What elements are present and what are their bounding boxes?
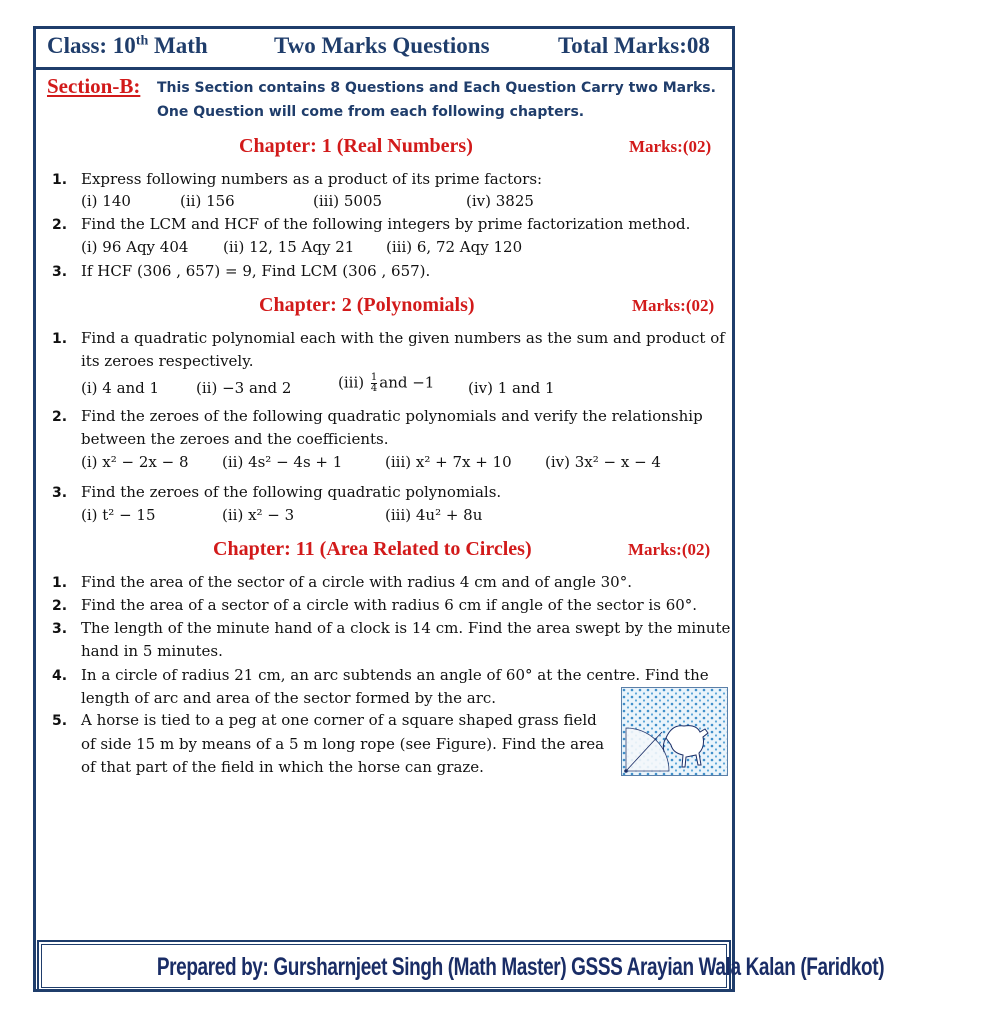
- ch2-q1-number: 1.: [52, 331, 68, 347]
- ch2-q1-option-1: (i) 4 and 1: [81, 379, 160, 397]
- class-label: [47, 33, 208, 59]
- ch11-q5-number: 5.: [52, 713, 68, 729]
- ch2-q2-option-2: (ii) 4s² − 4s + 1: [222, 453, 343, 471]
- section-description-2: One Question will come from each following chapters.: [157, 104, 585, 120]
- section-label: Section-B:: [47, 74, 141, 98]
- ch1-q2-option-1: (i) 96 Aqy 404: [81, 238, 189, 256]
- ch1-q2-option-3: (iii) 6, 72 Aqy 120: [386, 238, 523, 256]
- chapter-1-marks: Marks:(02): [629, 137, 712, 156]
- ch1-q1-option-2: (ii) 156: [180, 192, 235, 210]
- fraction-denominator: 4: [370, 383, 378, 394]
- ch1-q3-number: 3.: [52, 264, 68, 280]
- header-divider: [33, 67, 735, 70]
- ch1-q1-option-1: (i) 140: [81, 192, 131, 210]
- chapter-11-title: Chapter: 11 (Area Related to Circles): [213, 538, 532, 560]
- ch1-q3-text: If HCF (306 , 657) = 9, Find LCM (306 , 657).: [81, 262, 431, 280]
- ch2-q3-option-2: (ii) x² − 3: [222, 506, 295, 524]
- ch1-q1-option-3: (iii) 5005: [313, 192, 383, 210]
- chapter-11-marks: Marks:(02): [628, 540, 711, 559]
- total-marks: Total Marks:08: [558, 33, 710, 58]
- ch1-q1-number: 1.: [52, 172, 68, 188]
- section-description-1: This Section contains 8 Questions and Each Question Carry two Marks.: [157, 80, 716, 96]
- class-superscript: th: [135, 33, 149, 49]
- page-title: Two Marks Questions: [274, 33, 490, 58]
- ch11-q3-text-line1: The length of the minute hand of a clock is 14 cm. Find the area swept by the minute: [81, 619, 731, 637]
- ch2-q1-option-4: (iv) 1 and 1: [468, 379, 555, 397]
- class-prefix: Class: 10: [47, 33, 136, 58]
- fraction-one-quarter: [371, 373, 377, 394]
- ch1-q2-option-2: (ii) 12, 15 Aqy 21: [223, 238, 355, 256]
- ch2-q2-text-line1: Find the zeroes of the following quadratic polynomials and verify the relationship: [81, 407, 703, 425]
- ch11-q5-text-line3: of that part of the field in which the horse can graze.: [81, 758, 484, 776]
- ch2-q2-number: 2.: [52, 409, 68, 425]
- horse-grazing-figure: [621, 687, 728, 776]
- ch11-q4-text-line1: In a circle of radius 21 cm, an arc subtends an angle of 60° at the centre. Find the: [81, 666, 709, 684]
- fraction-numerator: 1: [370, 372, 378, 383]
- ch2-q1-text-line2: its zeroes respectively.: [81, 352, 254, 370]
- ch2-q2-text-line2: between the zeroes and the coefficients.: [81, 430, 389, 448]
- ch11-q1-number: 1.: [52, 575, 68, 591]
- ch2-q2-option-4: (iv) 3x² − x − 4: [545, 453, 661, 471]
- ch2-q2-option-3: (iii) x² + 7x + 10: [385, 453, 512, 471]
- ch1-q2-number: 2.: [52, 217, 68, 233]
- ch2-q1-option-2: (ii) −3 and 2: [196, 379, 292, 397]
- class-suffix: Math: [148, 33, 208, 58]
- ch11-q1-text: Find the area of the sector of a circle with radius 4 cm and of angle 30°.: [81, 573, 632, 591]
- ch11-q4-number: 4.: [52, 668, 68, 684]
- ch11-q3-text-line2: hand in 5 minutes.: [81, 642, 223, 660]
- horse-figure-illustration: [622, 688, 727, 775]
- ch2-q1-option-3-prefix: (iii): [338, 373, 365, 392]
- ch2-q1-option-3: [338, 373, 434, 394]
- footer: [41, 944, 885, 988]
- ch11-q5-text-line1: A horse is tied to a peg at one corner of a square shaped grass field: [81, 711, 597, 729]
- ch11-q5-text-line2: of side 15 m by means of a 5 m long rope (see Figure). Find the area: [81, 735, 605, 753]
- ch2-q3-option-1: (i) t² − 15: [81, 506, 156, 524]
- ch2-q2-option-1: (i) x² − 2x − 8: [81, 453, 189, 471]
- ch2-q1-text-line1: Find a quadratic polynomial each with the given numbers as the sum and product of: [81, 329, 725, 347]
- ch11-q4-text-line2: length of arc and area of the sector formed by the arc.: [81, 689, 497, 707]
- ch2-q1-option-3-suffix: and −1: [379, 373, 435, 392]
- ch11-q2-text: Find the area of a sector of a circle with radius 6 cm if angle of the sector is 60°.: [81, 596, 698, 614]
- ch2-q3-number: 3.: [52, 485, 68, 501]
- ch11-q2-number: 2.: [52, 598, 68, 614]
- chapter-1-title: Chapter: 1 (Real Numbers): [239, 135, 473, 157]
- ch1-q2-text: Find the LCM and HCF of the following integers by prime factorization method.: [81, 215, 691, 233]
- ch2-q3-text: Find the zeroes of the following quadratic polynomials.: [81, 483, 502, 501]
- footer-credit: Prepared by: Gursharnjeet Singh (Math Master) GSSS Arayian Wala Kalan (Faridkot): [156, 953, 885, 981]
- ch2-q3-option-3: (iii) 4u² + 8u: [385, 506, 483, 524]
- ch11-q3-number: 3.: [52, 621, 68, 637]
- chapter-2-title: Chapter: 2 (Polynomials): [259, 294, 475, 316]
- chapter-2-marks: Marks:(02): [632, 296, 715, 315]
- ch1-q1-option-4: (iv) 3825: [466, 192, 534, 210]
- ch1-q1-text: Express following numbers as a product of its prime factors:: [81, 170, 543, 188]
